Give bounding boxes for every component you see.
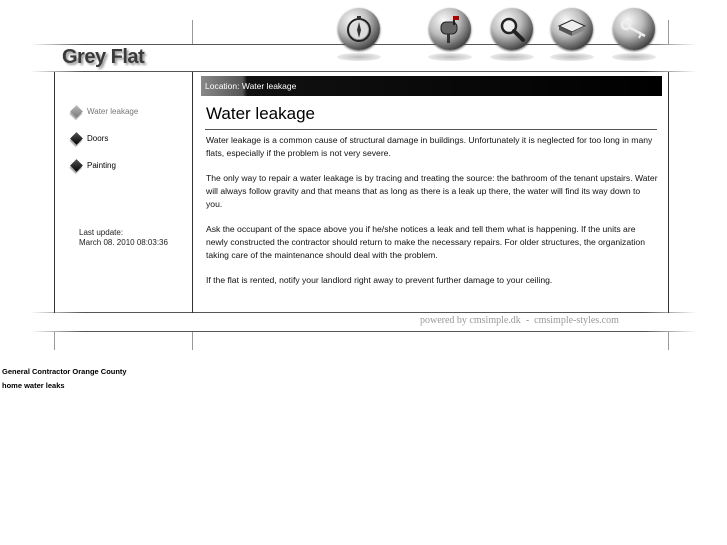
diamond-bullet-icon [70,105,83,118]
frame-right-top [668,20,669,44]
sidebar-item-label: Water leakage [87,107,139,116]
paragraph: If the flat is rented, notify your landlord right away to prevent further damage to your ceiling. [206,275,553,285]
paragraph: The only way to repair a water leakage is by tracing and treating the source: the bathroom of the tenant upstairs. Water will always follow gravity and that means that as long as there is a leak up there, the water will find its way down to you. [206,173,658,209]
link-home-water-leaks[interactable]: home water leaks [2,381,65,390]
sidebar-item-water-leakage[interactable] [72,107,138,116]
frame-divider [192,72,193,313]
paragraph: Ask the occupant of the space above you if he/she notices a leak and tell them what is happening. If the units are newly constructed the contractor should return to make the necessary repairs. For older structures, the organization taking care of the maintenance should deal with the problem. [206,224,645,260]
content-top-rule [30,71,697,72]
title-divider [205,129,657,130]
bottom-links [2,365,127,393]
mailbox-icon-shadow [428,53,472,61]
magnifier-icon[interactable] [491,8,533,50]
last-update-label: Last update: [79,228,124,237]
paragraph: Water leakage is a common cause of structural damage in buildings. Unfortunately it is neglected for too long in many flats, especially if the problem is not very severe. [206,135,653,158]
footer [420,315,619,326]
key-icon-shadow [612,53,656,61]
sidebar-item-label: Doors [87,134,109,143]
styles-link[interactable]: cmsimple-styles.com [534,315,619,326]
compass-icon[interactable] [338,8,380,50]
frame-right [668,72,669,313]
magnifier-icon-shadow [490,53,534,61]
sidebar-item-painting[interactable] [72,161,116,170]
location-text: Location: Water leakage [205,81,297,91]
book-icon[interactable] [551,8,593,50]
diamond-bullet-icon [70,159,83,172]
site-title[interactable]: Grey Flat [62,46,145,68]
book-icon-shadow [550,53,594,61]
frame-divider-bottom [192,332,193,350]
content-bottom-rule [30,312,697,313]
last-update-value: March 08. 2010 08:03:36 [79,238,168,247]
frame-left [54,72,55,313]
compass-icon-shadow [337,53,381,61]
last-update [79,228,168,248]
footer-bottom-rule [30,331,697,332]
link-general-contractor[interactable]: General Contractor Orange County [2,367,127,376]
article-body [206,134,658,299]
powered-by-link[interactable]: powered by cmsimple.dk [420,315,521,326]
sidebar-item-label: Painting [87,161,116,170]
key-icon[interactable] [613,8,655,50]
sidebar-item-doors[interactable] [72,134,108,143]
frame-right-bottom [668,332,669,350]
frame-left-bottom [54,332,55,350]
diamond-bullet-icon [70,132,83,145]
footer-separator: - [525,315,530,326]
page-title: Water leakage [206,104,315,123]
mailbox-icon[interactable] [429,8,471,50]
frame-divider-top [192,20,193,44]
location-bar [201,76,662,96]
